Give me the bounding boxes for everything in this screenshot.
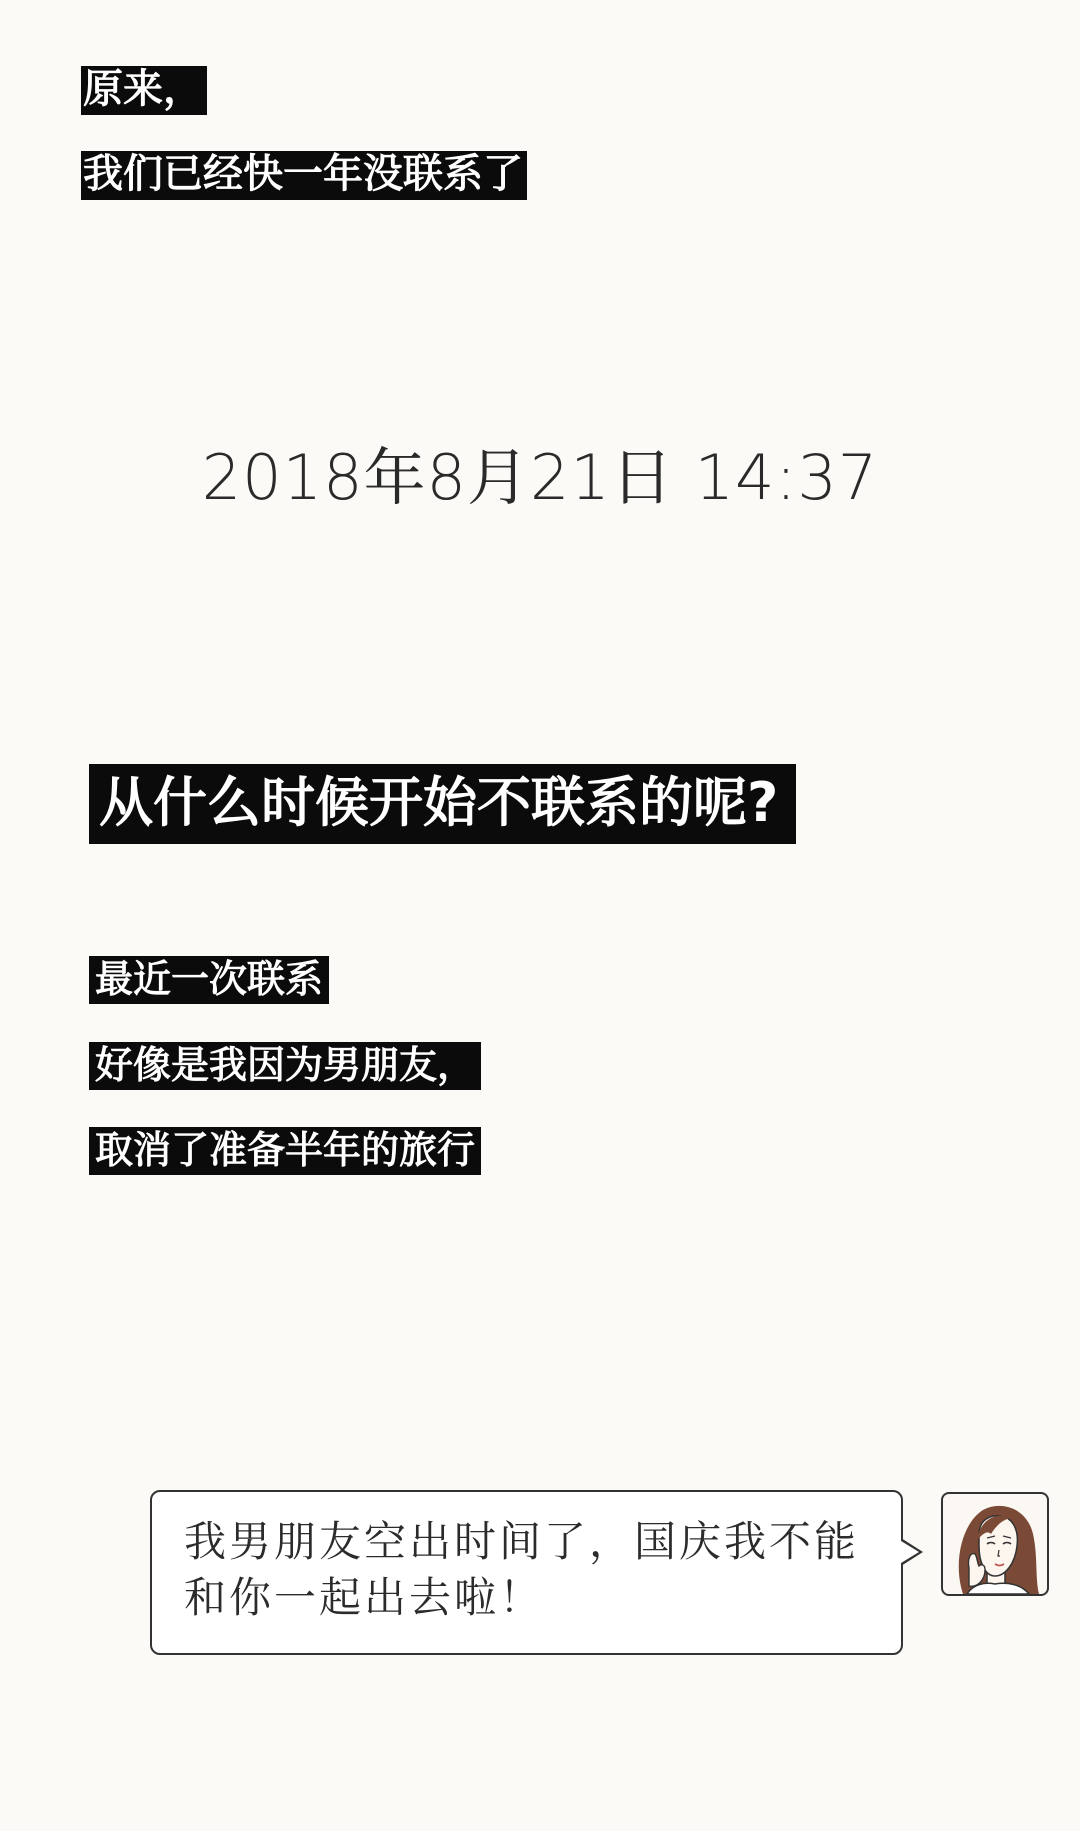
- recall-line-3: 取消了准备半年的旅行: [89, 1127, 481, 1175]
- bubble-tail-fill: [901, 1541, 919, 1563]
- question-heading: 从什么时候开始不联系的呢?: [89, 764, 796, 844]
- intro-line-2: 我们已经快一年没联系了: [81, 151, 527, 200]
- timestamp: 2018年8月21日 14:37: [201, 441, 879, 514]
- chat-bubble: [150, 1490, 903, 1655]
- recall-line-2: 好像是我因为男朋友，: [89, 1042, 481, 1090]
- chat-message-line-2: 和你一起出去啦！: [184, 1573, 545, 1622]
- recall-line-1: 最近一次联系: [89, 956, 329, 1004]
- intro-line-1: 原来，: [81, 66, 207, 115]
- chat-message-line-1: 我男朋友空出时间了，国庆我不能: [184, 1517, 860, 1566]
- girl-portrait-icon: [943, 1494, 1047, 1594]
- avatar: [941, 1492, 1049, 1596]
